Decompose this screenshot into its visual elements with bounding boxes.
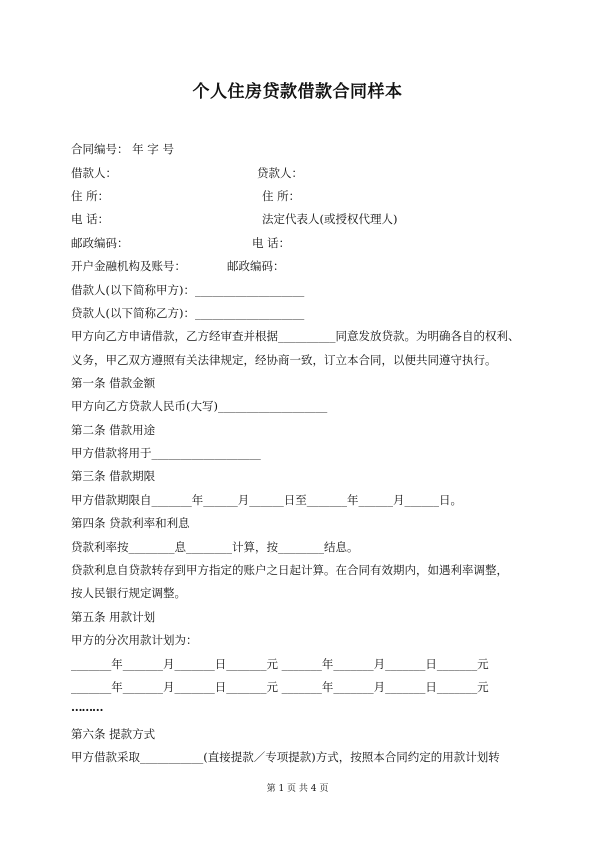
article-1-body: 甲方向乙方贷款人民币(大写)___________________ [71,399,328,413]
article-1-heading: 第一条 借款金额 [71,376,156,390]
lender-address-label: 住 所： [262,189,301,203]
article-2-body: 甲方借款将用于___________________ [71,446,261,460]
lender-phone-label: 电 话： [252,236,291,250]
page-footer: 第 1 页 共 4 页 [266,784,329,794]
borrower-address-label: 住 所： [71,189,110,203]
lender-postal-label: 邮政编码： [227,259,285,273]
borrower-label: 借款人： [71,166,117,180]
legal-representative-label: 法定代表人(或授权代理人) [262,212,398,226]
article-6-heading: 第六条 提款方式 [71,727,156,741]
article-6-body: 甲方借款采取___________(直接提款／专项提款)方式，按照本合同约定的用款计划转 [71,750,500,764]
article-4-body-2: 贷款利息自贷款转存到甲方指定的账户之日起计算。在合同有效期内，如遇利率调整， [71,563,508,577]
contract-number: 合同编号： 年 字 号 [71,142,174,156]
borrower-phone-label: 电 话： [71,212,110,226]
bank-account-label: 开户金融机构及账号： [71,259,186,273]
borrower-postal-label: 邮政编码： [71,236,129,250]
lender-label: 贷款人： [257,166,303,180]
party-a-line: 借款人(以下简称甲方)：___________________ [71,283,305,297]
article-4-body-1: 贷款利率按________息________计算，按________结息。 [71,540,359,554]
article-5-schedule-row-2: _______年_______月_______日_______元 _______年_______月_______日_______元 [71,680,489,694]
article-5-heading: 第五条 用款计划 [71,610,156,624]
article-4-heading: 第四条 贷款利率和利息 [71,516,190,530]
article-4-body-3: 按人民银行规定调整。 [71,586,186,600]
article-5-schedule-row-1: _______年_______月_______日_______元 _______年_______月_______日_______元 [71,657,489,671]
preamble-line-1: 甲方向乙方申请借款，乙方经审查并根据__________同意发放贷款。为明确各自的权利、 [71,329,520,343]
preamble-line-2: 义务，甲乙双方遵照有关法律规定，经协商一致，订立本合同，以便共同遵守执行。 [71,353,497,367]
article-3-body: 甲方借款期限自_______年______月______日至_______年______月______日。 [71,493,462,507]
article-2-heading: 第二条 借款用途 [71,423,156,437]
article-5-ellipsis: ……… [71,700,103,714]
document-title: 个人住房贷款借款合同样本 [192,82,403,102]
article-3-heading: 第三条 借款期限 [71,469,156,483]
party-b-line: 贷款人(以下简称乙方)：___________________ [71,306,305,320]
article-5-body-1: 甲方的分次用款计划为： [71,633,198,647]
